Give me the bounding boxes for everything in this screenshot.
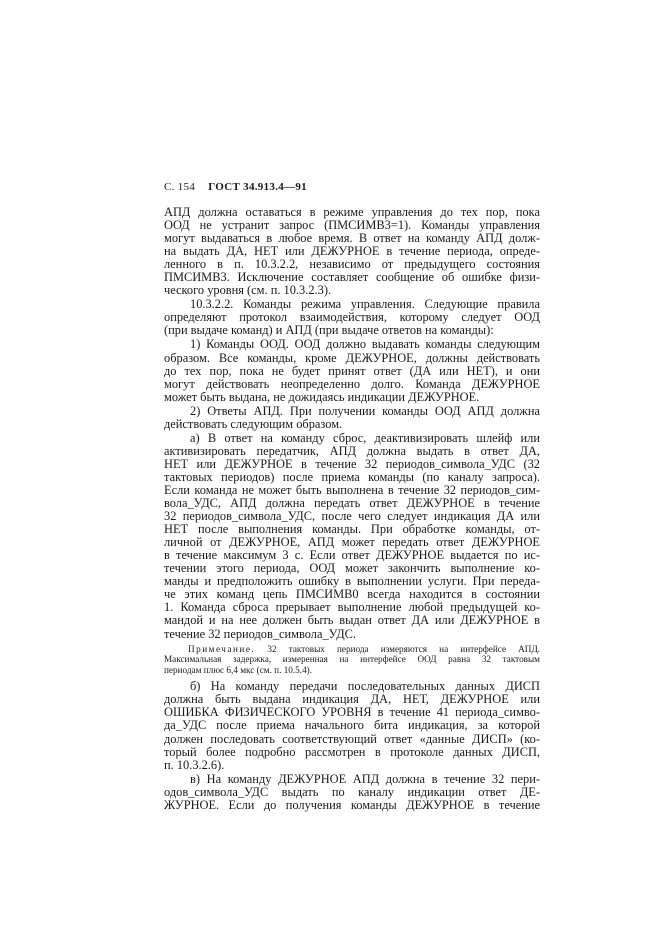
text-line: ОШИБКА ФИЗИЧЕСКОГО УРОВНЯ в течение 41 периода_симво- — [164, 705, 540, 720]
standard-designation: ГОСТ 34.913.4—91 — [208, 181, 307, 193]
text-line: личной от ДЕЖУРНОЕ, АПД может передать ответ ДЕЖУРНОЕ — [164, 535, 540, 550]
text-line: на выдать ДА, НЕТ или ДЕЖУРНОЕ в течение периода, опреде- — [164, 244, 540, 259]
text-line: (при выдаче команд) и АПД (при выдаче ответов на команды): — [164, 323, 494, 338]
text-line: вола_УДС, АПД должна передать ответ ДЕЖУРНОЕ в течение — [164, 496, 540, 511]
paragraph-dce-responses — [164, 405, 540, 431]
text-line: в течение максимум 3 с. Если ответ ДЕЖУРНОЕ выдается по ис- — [164, 548, 540, 563]
text-line: 2) Ответы АПД. При получении команды ООД АПД должна — [190, 403, 540, 418]
paragraph-item-v — [164, 773, 540, 812]
text-line: ЖУРНОЕ. Если до получения команды ДЕЖУРНОЕ в течение — [164, 797, 540, 812]
note — [164, 644, 540, 676]
note-text: 32 тактовых периода измеряются на интерфейсе АПД. — [267, 643, 541, 654]
paragraph-section-10-3-2-2 — [164, 298, 540, 337]
text-line: течении этого периода, ООД может закончить выполнение ко- — [164, 561, 540, 576]
text-line: могут выдаваться в любое время. В ответ на команду АПД долж- — [164, 231, 540, 246]
text-line: ООД не устранит запрос (ПМСИМВ3=1). Команды управления — [164, 218, 540, 233]
text-line: НЕТ или ДЕЖУРНОЕ в течение 32 периодов_символа_УДС (32 — [164, 456, 540, 471]
text-line: до тех пор, пока не будет принят ответ (ДА или НЕТ), и они — [164, 363, 540, 378]
text-line: действовать следующим образом. — [164, 416, 343, 431]
note-line: Максимальная задержка, измеренная на интерфейсе ООД равна 32 тактовым — [164, 654, 540, 665]
text-line: тактовых периодов) после приема команды (по каналу запроса). — [164, 469, 540, 484]
text-line: торый более подробно рассмотрен в протоколе данных ДИСП, — [164, 744, 540, 759]
text-line: 32 периодов_символа_УДС, после чего следует индикация ДА или — [164, 509, 540, 524]
text-line: ПМСИМВ3. Исключение составляет сообщение об ошибке физи- — [164, 270, 540, 285]
note-label: Примечание. — [188, 643, 256, 654]
text-line: могут действовать неопределенно долго. Команда ДЕЖУРНОЕ — [164, 376, 540, 391]
text-line: 10.3.2.2. Команды режима управления. Следующие правила — [190, 297, 540, 312]
text-line: одов_символа_УДС выдать по каналу индикации ответ ДЕ- — [164, 784, 540, 799]
text-line: в) На команду ДЕЖУРНОЕ АПД должна в течение 32 пери- — [190, 771, 540, 786]
text-line: АПД должна оставаться в режиме управления до тех пор, пока — [164, 205, 540, 219]
text-line: б) На команду передачи последовательных данных ДИСП — [190, 679, 540, 694]
text-line: должен последовать соответствующий ответ «данные ДИСП» (ко- — [164, 731, 540, 746]
paragraph-item-a — [164, 432, 540, 641]
document-body — [164, 206, 540, 812]
text-line: течение 32 периодов_символа_УДС. — [164, 626, 357, 641]
text-line: должна быть выдана индикация ДА, НЕТ, ДЕЖУРНОЕ или — [164, 692, 540, 707]
text-line: 1. Команда сброса прерывает выполнение любой предыдущей ко- — [164, 600, 540, 615]
text-line: определяют протокол взаимодействия, которому следует ООД — [164, 310, 540, 325]
paragraph-continuation — [164, 206, 540, 297]
page-header — [164, 181, 307, 193]
text-line: да_УДС после приема начального бита индикация, за которой — [164, 718, 540, 733]
page-number: С. 154 — [164, 181, 196, 193]
paragraph-dte-commands — [164, 338, 540, 403]
text-line: образом. Все команды, кроме ДЕЖУРНОЕ, должны действовать — [164, 350, 540, 365]
text-line: активизировать передатчик, АПД должна выдать в ответ ДА, — [164, 443, 540, 458]
text-line: Если команда не может быть выполнена в течение 32 периодов_сим- — [164, 482, 540, 497]
text-line: а) В ответ на команду сброс, деактивизировать шлейф или — [190, 430, 540, 445]
text-line: ленного в п. 10.3.2.2, независимо от предыдущего состояния — [164, 257, 540, 272]
text-line: может быть выдана, не дожидаясь индикации ДЕЖУРНОЕ. — [164, 389, 480, 404]
text-line: 1) Команды ООД. ООД должно выдавать команды следующим — [190, 337, 540, 352]
note-line: периодам плюс 6,4 мкс (см. п. 10.5.4). — [164, 664, 313, 675]
text-line: мандой и на нее должен быть выдан ответ ДА или ДЕЖУРНОЕ в — [164, 613, 540, 628]
note-line — [164, 644, 540, 655]
text-line: НЕТ после выполнения команды. При обработке команды, от- — [164, 522, 540, 537]
text-line: п. 10.3.2.6). — [164, 757, 225, 772]
text-line: ческого уровня (см. п. 10.3.2.3). — [164, 283, 332, 298]
paragraph-item-b — [164, 680, 540, 771]
text-line: манды и предположить ошибку в выполнении услуги. При переда- — [164, 574, 540, 589]
text-line: че этих команд цепь ПМСИМВ0 всегда находится в состоянии — [164, 587, 540, 602]
